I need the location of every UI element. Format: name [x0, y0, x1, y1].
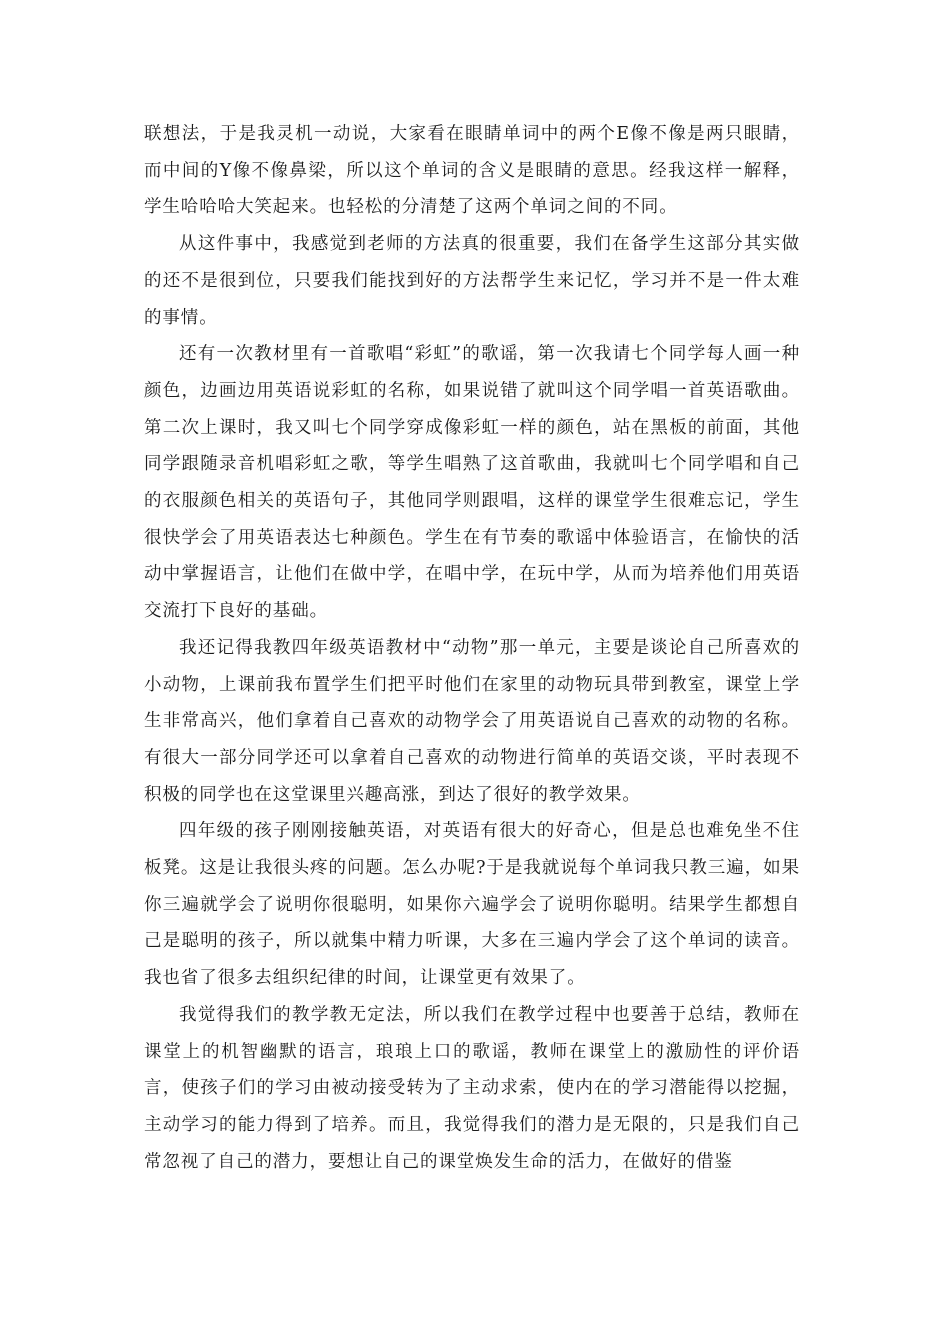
document-body	[144, 116, 800, 1180]
paragraph-6: 我觉得我们的教学教无定法，所以我们在教学过程中也要善于总结，教师在课堂上的机智幽默的语言，琅琅上口的歌谣，教师在课堂上的激励性的评价语言，使孩子们的学习由被动接受转为了主动求索，使内在的学习潜能得以挖掘，主动学习的能力得到了培养。而且，我觉得我们的潜力是无限的，只是我们自己常忽视了自己的潜力，要想让自己的课堂焕发生命的活力，在做好的借鉴	[144, 1004, 800, 1172]
paragraph-1: 联想法，于是我灵机一动说，大家看在眼睛单词中的两个E像不像是两只眼睛，而中间的Y像不像鼻梁，所以这个单词的含义是眼睛的意思。经我这样一解释，学生哈哈哈大笑起来。也轻松的分清楚了这两个单词之间的不同。	[144, 124, 800, 218]
paragraph-5: 四年级的孩子刚刚接触英语，对英语有很大的好奇心，但是总也难免坐不住板凳。这是让我很头疼的问题。怎么办呢?于是我就说每个单词我只教三遍，如果你三遍就学会了说明你很聪明，如果你六遍学会了说明你聪明。结果学生都想自己是聪明的孩子，所以就集中精力听课，大多在三遍内学会了这个单词的读音。我也省了很多去组织纪律的时间，让课堂更有效果了。	[144, 821, 800, 989]
paragraph-3: 还有一次教材里有一首歌唱“彩虹”的歌谣，第一次我请七个同学每人画一种颜色，边画边用英语说彩虹的名称，如果说错了就叫这个同学唱一首英语歌曲。第二次上课时，我又叫七个同学穿成像彩虹一样的颜色，站在黑板的前面，其他同学跟随录音机唱彩虹之歌，等学生唱熟了这首歌曲，我就叫七个同学唱和自己的衣服颜色相关的英语句子，其他同学则跟唱，这样的课堂学生很难忘记，学生很快学会了用英语表达七种颜色。学生在有节奏的歌谣中体验语言，在愉快的活动中掌握语言，让他们在做中学，在唱中学，在玩中学，从而为培养他们用英语交流打下良好的基础。	[144, 344, 800, 622]
paragraph-2: 从这件事中，我感觉到老师的方法真的很重要，我们在备学生这部分其实做的还不是很到位，只要我们能找到好的方法帮学生来记忆，学习并不是一件太难的事情。	[144, 234, 800, 328]
paragraph-4: 我还记得我教四年级英语教材中“动物”那一单元，主要是谈论自己所喜欢的小动物，上课前我布置学生们把平时他们在家里的动物玩具带到教室，课堂上学生非常高兴，他们拿着自己喜欢的动物学会了用英语说自己喜欢的动物的名称。有很大一部分同学还可以拿着自己喜欢的动物进行简单的英语交谈，平时表现不积极的同学也在这堂课里兴趣高涨，到达了很好的教学效果。	[144, 637, 800, 805]
